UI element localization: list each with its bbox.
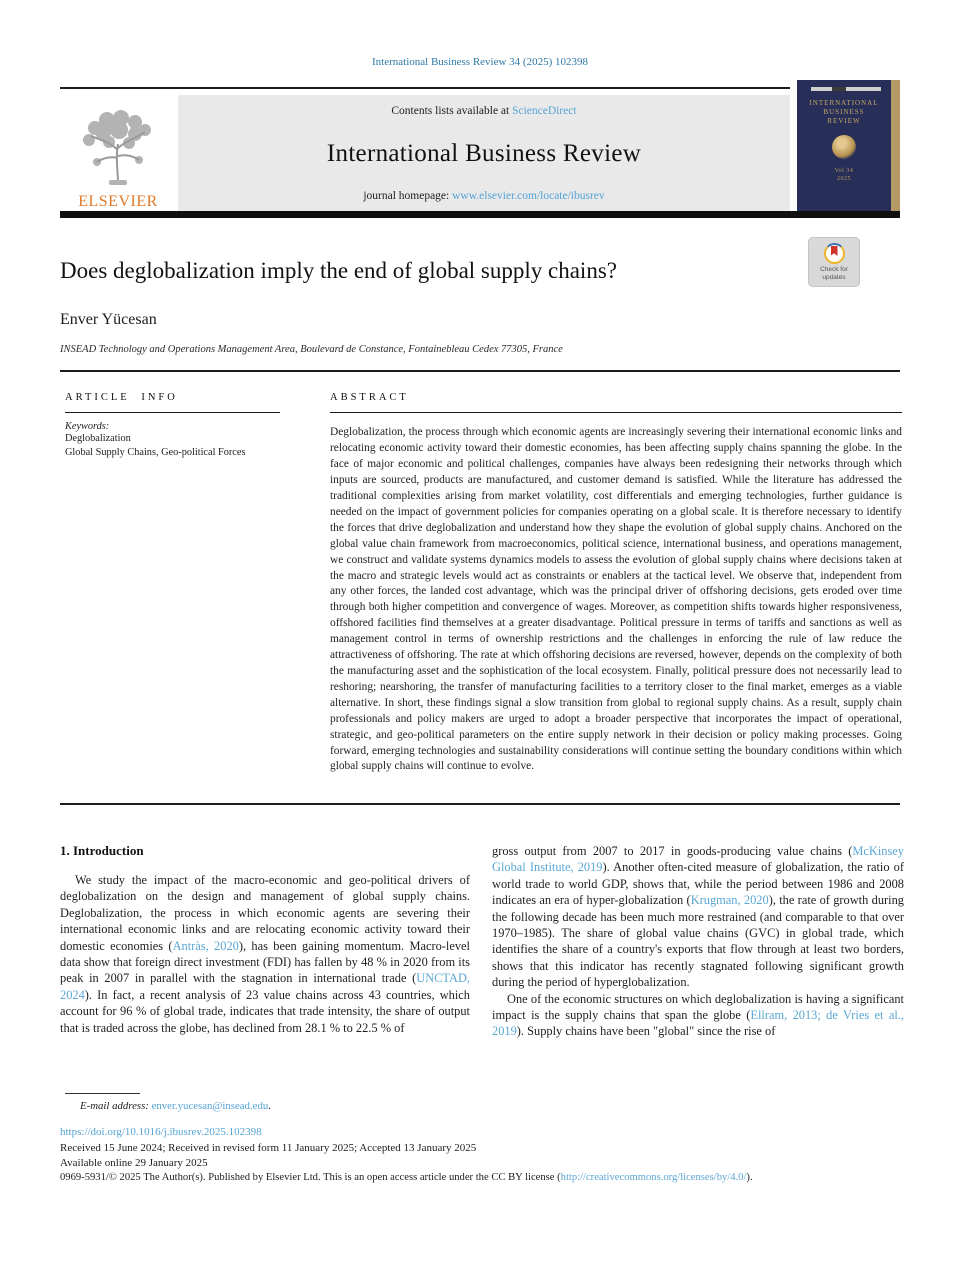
crossmark-icon — [824, 243, 845, 264]
title-section-rule — [60, 370, 900, 372]
footnote-rule — [65, 1093, 140, 1094]
copyright-line — [60, 1172, 905, 1183]
doi-link[interactable]: https://doi.org/10.1016/j.ibusrev.2025.102398 — [60, 1126, 262, 1138]
abstract-underline — [330, 412, 902, 413]
paragraph-text: ). — [746, 1172, 753, 1183]
citation-link[interactable]: Krugman, 2020 — [690, 893, 769, 908]
check-for-updates-badge[interactable] — [808, 237, 860, 287]
abstract-text: Deglobalization, the process through which economic agents are increasingly severing their international economic links and relocating economic activity toward their domestic economies, has been affecting supply chains spanning the globe. In the face of major economic and political challenges, companies have always been redesigning their networks through which inputs are sourced, products are manufactured, and customer demand is satisfied. While the literature has addressed the traditional complexities arising from market volatility, cost differentials and emerging technologies, further guidance is needed on the impact of government policies for companies operating on a global scale. It is therefore necessary to identify the forces that drive deglobalization and understand how they shape the evolution of global supply chains. Anchored on the global value chain framework from macroeconomics, political science, international business, and operations management, we construct and validate systems dynamics models to assess the evolution of global supply chains where decisions taken at the macro and strategic levels would act as constraints or enablers at the tactical level. We observe that, independent from any other forces, the landed cost advantage, which was the principal driver of offshoring decisions, gets eroded over time through both higher competition and convergence of wages. Moreover, as competition shifts towards higher responsiveness, offshored facilities find themselves at a greater disadvantage. Political pressure in terms of tariffs and sanctions as well as management control in terms of ownership restrictions and the challenges in enforcing the rule of law reduce the attractiveness of offshoring. The rate at which offshoring decisions are reversed, however, depends on the complexity of both the manufacturing asset and the sophistication of the local ecosystem. Finally, political pressure does not necessarily lead to reshoring; nearshoring, the transfer of manufacturing facilities to a territory closer to the final market, emerges as a viable alternative. In short, these findings signal a slow transition from global to regional supply chains. As a result, supply chain professionals and policy makers are urged to adopt a broader perspective that incorporates the impact of operational, strategic, and geo-political parameters on the entire supply network in their decision or policy making processes. Going forward, emerging technologies and sustainability considerations will continue setting the boundary conditions within which global supply chains will continue to evolve. — [330, 426, 902, 773]
journal-title: International Business Review — [326, 139, 642, 167]
email-suffix: . — [268, 1100, 271, 1112]
citation-link[interactable]: Antràs, 2020 — [172, 938, 239, 953]
email-label: E-mail address: — [80, 1100, 149, 1112]
paragraph-text: ), has been gaining momentum. Macro-level data show that foreign direct investment (FDI) has fallen by 48 % in 2020 from its peak in 2007 in parallel with the stagnation in international trade ( — [60, 938, 470, 986]
doi-line — [60, 1126, 262, 1138]
abstract-bottom-rule — [60, 803, 900, 805]
elsevier-tree-icon — [79, 110, 157, 192]
running-head-citation: International Business Review 34 (2025) 102398 — [372, 56, 588, 68]
section-heading-introduction: 1. Introduction — [60, 843, 144, 858]
journal-homepage-link[interactable]: www.elsevier.com/locate/ibusrev — [452, 190, 605, 202]
masthead-bottom-bar — [60, 211, 900, 218]
journal-homepage-line — [363, 190, 604, 202]
check-updates-label: Check for updates — [820, 266, 848, 281]
citation-link[interactable]: http://creativecommons.org/licenses/by/4.0/ — [560, 1172, 747, 1183]
cover-top-strip — [811, 87, 881, 91]
cover-title: INTERNATIONAL BUSINESS REVIEW — [809, 99, 879, 125]
paragraph-text: We study the impact of the macro-economic and geo-political drivers of deglobalization on the design and management of global supply chains. Deglobalization, the process in which economic agents are severing their international economic links and are relocating economic activity toward their domestic economies ( — [60, 873, 470, 953]
cover-subtext: Vol 34 2025 — [834, 168, 854, 182]
intro-left-column — [60, 872, 470, 1036]
sciencedirect-link[interactable]: ScienceDirect — [512, 105, 577, 117]
available-online-line: Available online 29 January 2025 — [60, 1157, 208, 1169]
paragraph-text: gross output from 2007 to 2017 in goods-producing value chains ( — [492, 844, 853, 858]
intro-right-column — [492, 843, 904, 1040]
masthead-box — [178, 95, 790, 211]
paragraph-text: ), the rate of growth during the following decade has been much more restrained (and comparable to that over 1970–1985). The share of global value chains (GVC) in global trade, which identifies the share of a country's exports that flow through at least two borders, shows that this indicator has recently stagnated following significant growth during the period of hyperglobalization. — [492, 893, 904, 990]
masthead-top-rule — [60, 87, 790, 89]
keywords-label: Keywords: — [65, 421, 110, 433]
intro-paragraph — [492, 991, 904, 1040]
article-info-heading: ARTICLE INFO — [65, 392, 178, 403]
received-dates-line: Received 15 June 2024; Received in revised form 11 January 2025; Accepted 13 January 2025 — [60, 1142, 477, 1154]
author-name: Enver Yücesan — [60, 311, 157, 328]
paragraph-text: ). In fact, a recent analysis of 23 value chains across 43 countries, which account for 96 % of global trade, indicates that trade intensity, the share of output that is traded across the globe, has declined from 28.1 % to 22.5 % of — [60, 987, 470, 1035]
elsevier-logo — [60, 93, 176, 211]
citation-link[interactable]: UNCTAD, 2024 — [60, 971, 470, 1002]
journal-cover-thumbnail — [797, 80, 900, 211]
article-info-underline — [65, 412, 280, 413]
email-footnote — [80, 1100, 271, 1112]
paragraph-text: ). Another often-cited measure of globalization, the ratio of world trade to world GDP, shows that, while the period between 1986 and 2008 indicates an era of hyper-globalization ( — [492, 860, 905, 908]
keyword-item: Global Supply Chains, Geo-political Forces — [65, 446, 246, 458]
intro-paragraph — [492, 843, 904, 991]
email-link[interactable]: enver.yucesan@insead.edu — [151, 1100, 269, 1112]
abstract-heading: ABSTRACT — [330, 392, 409, 403]
abstract-section — [330, 392, 902, 775]
citation-link[interactable]: Ellram, 2013; de Vries et al., 2019 — [492, 1008, 904, 1039]
citation-link[interactable]: McKinsey Global Institute, 2019 — [492, 844, 904, 875]
paragraph-text: 0969-5931/© 2025 The Author(s). Published by Elsevier Ltd. This is an open access article under the CC BY license ( — [60, 1172, 561, 1183]
elsevier-wordmark: ELSEVIER — [78, 193, 158, 210]
paragraph-text: ). Supply chains have been "global" since the rise of — [516, 1024, 776, 1039]
paragraph-text: One of the economic structures on which deglobalization is having a significant impact is the supply chains that span the globe ( — [492, 991, 904, 1023]
article-info-section — [65, 392, 280, 459]
contents-prefix: Contents lists available at — [391, 105, 513, 117]
cover-emblem-icon — [832, 135, 856, 159]
intro-paragraph — [60, 872, 470, 1036]
author-affiliation: INSEAD Technology and Operations Management Area, Boulevard de Constance, Fontainebleau Cedex 77305, France — [60, 344, 563, 355]
keyword-item: Deglobalization — [65, 433, 131, 445]
contents-list-line — [391, 105, 576, 117]
article-title: Does deglobalization imply the end of global supply chains? — [60, 258, 617, 283]
homepage-prefix: journal homepage: — [363, 190, 453, 202]
